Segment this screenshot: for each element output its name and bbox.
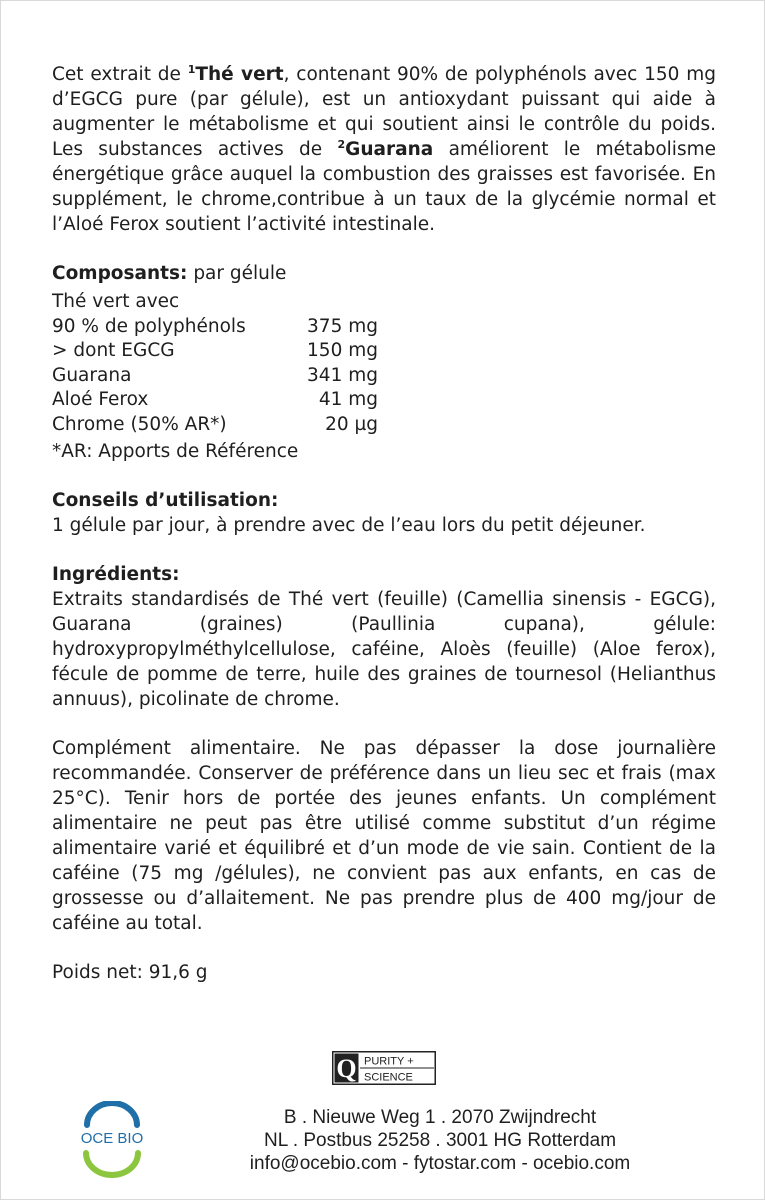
net-weight: Poids net: 91,6 g xyxy=(52,962,208,983)
ar-footnote: *AR: Apports de Référence xyxy=(52,441,299,462)
composant-value: 375 mg xyxy=(307,315,378,337)
ingredients-text: Extraits standardisés de Thé vert (feuille) (Camellia sinensis - EGCG), Guarana (graines) (Paullinia cupana), gélule: hydroxypropylméthylcellulose, caféine, Aloès (feuille) (Aloe ferox), fécule de pomme de terre, huile des graines de tournesol (Helianthus annuus), picolinate de chrome. xyxy=(52,589,716,710)
conseils-section xyxy=(52,488,716,538)
composant-value: 341 mg xyxy=(307,364,378,386)
composant-name: Thé vert avec xyxy=(52,291,180,312)
composant-row xyxy=(52,290,378,315)
ingredients-section xyxy=(52,562,716,712)
ocebio-leaf-arc-icon xyxy=(86,1153,138,1175)
address-contacts: info@ocebio.com - fytostar.com - ocebio.com xyxy=(249,1153,631,1174)
composant-row xyxy=(52,413,378,438)
ingredients-heading: Ingrédients: xyxy=(52,564,180,585)
net-weight-section xyxy=(52,960,716,985)
composants-heading: Composants: xyxy=(52,263,188,284)
ingredients-heading-row xyxy=(52,562,716,587)
conseils-text: 1 gélule par jour, à prendre avec de l’eau lors du petit déjeuner. xyxy=(52,515,646,536)
purity-science-line1: PURITY + xyxy=(364,1055,414,1068)
the-vert-term: Thé vert xyxy=(195,64,284,85)
composant-row xyxy=(52,315,378,340)
company-address xyxy=(190,1106,690,1175)
composant-value xyxy=(292,290,378,315)
ocebio-logo xyxy=(66,1101,158,1181)
composant-row xyxy=(52,388,378,413)
warning-text: Complément alimentaire. Ne pas dépasser la dose journalière recommandée. Conserver de préférence dans un lieu sec et frais (max 25°C). Tenir hors de portée des jeunes enfants. Un complément alimentaire ne peut pas être utilisé comme substitut d’un régime alimentaire varié et équilibré et d’un mode de vie sain. Contient de la caféine (75 mg /gélules), ne convient pas aux enfants, en cas de grossesse ou d’allaitement. Ne pas prendre plus de 400 mg/jour de caféine au total. xyxy=(52,738,716,934)
composant-row xyxy=(52,364,378,389)
conseils-heading: Conseils d’utilisation: xyxy=(52,490,279,511)
address-line-1: B . Nieuwe Weg 1 . 2070 Zwijndrecht xyxy=(283,1107,597,1128)
intro-text-2: , contenant 90% de polyphénols avec 150 mg d’EGCG pure (par gélule), est un antioxydant puissant qui aide à augmenter le métabolisme et qui soutient ainsi le contrôle du poids. Les substances actives de xyxy=(52,64,716,160)
composant-value: 41 mg xyxy=(318,389,378,410)
footnote-marker-2: 2 xyxy=(337,137,346,151)
composant-name: Guarana xyxy=(52,364,132,386)
ocebio-arc-icon xyxy=(87,1103,137,1125)
warning-section xyxy=(52,736,716,936)
ocebio-wordmark: OCE BIO xyxy=(80,1130,144,1147)
label-content xyxy=(52,62,716,985)
composant-name: Aloé Ferox xyxy=(52,389,149,410)
conseils-heading-row xyxy=(52,488,716,513)
composant-row xyxy=(52,339,378,364)
composants-table xyxy=(52,290,378,437)
purity-science-q: Q xyxy=(336,1054,357,1083)
composant-value: 20 µg xyxy=(325,413,378,435)
intro-paragraph xyxy=(52,62,716,237)
intro-text-1: Cet extrait de xyxy=(52,64,188,85)
composants-header xyxy=(52,261,716,286)
intro-text-3: améliorent le métabolisme énergétique grâce auquel la combustion des graisses est favorisée. En supplément, le chrome,contribue à un taux de la glycémie normal et l’Aloé Ferox soutient l’activité intestinale. xyxy=(52,139,716,235)
composants-subheading: par gélule xyxy=(187,263,287,284)
composant-name: Chrome (50% AR*) xyxy=(52,413,227,435)
purity-science-line2: SCIENCE xyxy=(364,1071,413,1084)
purity-science-logo xyxy=(332,1051,436,1085)
composant-value: 150 mg xyxy=(307,340,378,361)
composant-name: > dont EGCG xyxy=(52,340,175,361)
composants-section xyxy=(52,261,716,464)
footnote-marker-1: 1 xyxy=(187,62,196,76)
composant-name: 90 % de polyphénols xyxy=(52,315,246,337)
address-line-2: NL . Postbus 25258 . 3001 HG Rotterdam xyxy=(263,1130,617,1151)
guarana-term: Guarana xyxy=(345,139,434,160)
